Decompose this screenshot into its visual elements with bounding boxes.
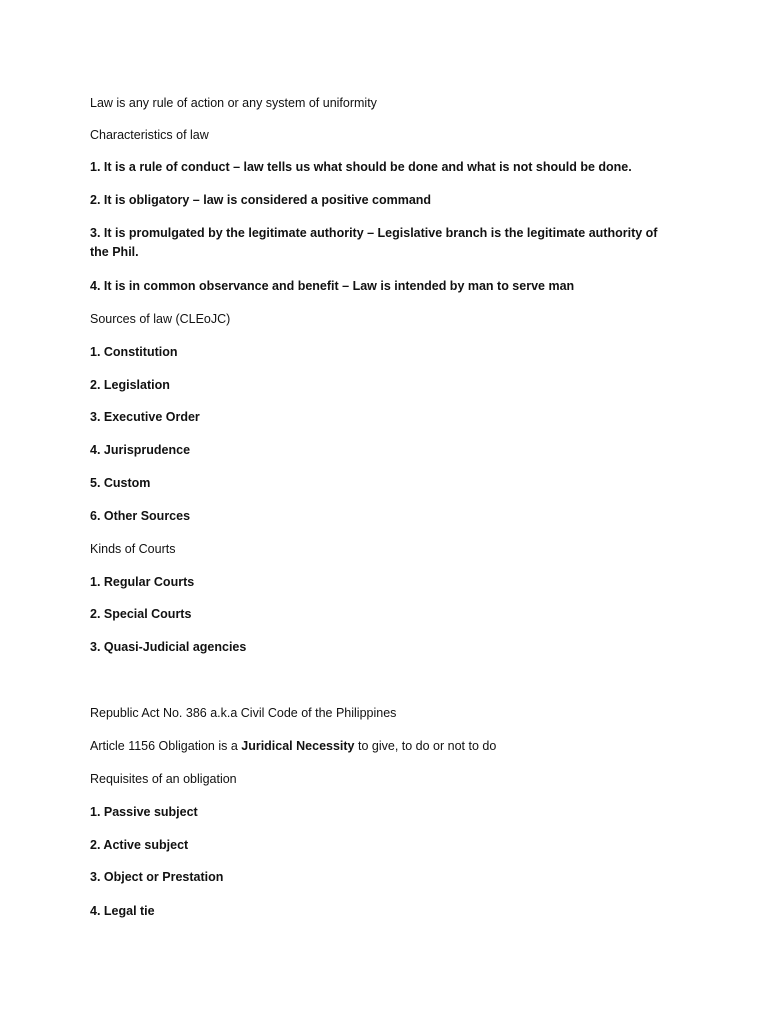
source-6: 6. Other Sources [90,509,191,523]
article-prefix: Article 1156 Obligation is a [90,739,242,753]
source-1: 1. Constitution [90,345,178,359]
article-1156 [90,737,670,756]
law-definition: Law is any rule of action or any system of uniformity [90,96,377,110]
article-suffix: to give, to do or not to do [354,739,497,753]
heading-characteristics-of-law: Characteristics of law [90,128,209,142]
court-2: 2. Special Courts [90,607,192,621]
heading-sources-of-law: Sources of law (CLEoJC) [90,312,231,326]
court-1: 1. Regular Courts [90,575,195,589]
characteristic-3: 3. It is promulgated by the legitimate authority – Legislative branch is the legitimate authority of the Phil. [90,226,658,259]
source-5: 5. Custom [90,476,151,490]
requisite-2: 2. Active subject [90,838,189,852]
heading-civil-code: Republic Act No. 386 a.k.a Civil Code of the Philippines [90,706,397,720]
heading-requisites: Requisites of an obligation [90,772,237,786]
requisite-3: 3. Object or Prestation [90,870,224,884]
source-3: 3. Executive Order [90,410,200,424]
heading-kinds-of-courts: Kinds of Courts [90,542,176,556]
source-2: 2. Legislation [90,378,170,392]
characteristic-1: 1. It is a rule of conduct – law tells us what should be done and what is not should be done. [90,160,632,174]
article-emphasis: Juridical Necessity [241,739,355,753]
characteristic-2: 2. It is obligatory – law is considered a positive command [90,193,432,207]
characteristic-4: 4. It is in common observance and benefit – Law is intended by man to serve man [90,279,575,293]
requisite-1: 1. Passive subject [90,805,198,819]
court-3: 3. Quasi-Judicial agencies [90,640,247,654]
requisite-4: 4. Legal tie [90,904,155,918]
source-4: 4. Jurisprudence [90,443,191,457]
